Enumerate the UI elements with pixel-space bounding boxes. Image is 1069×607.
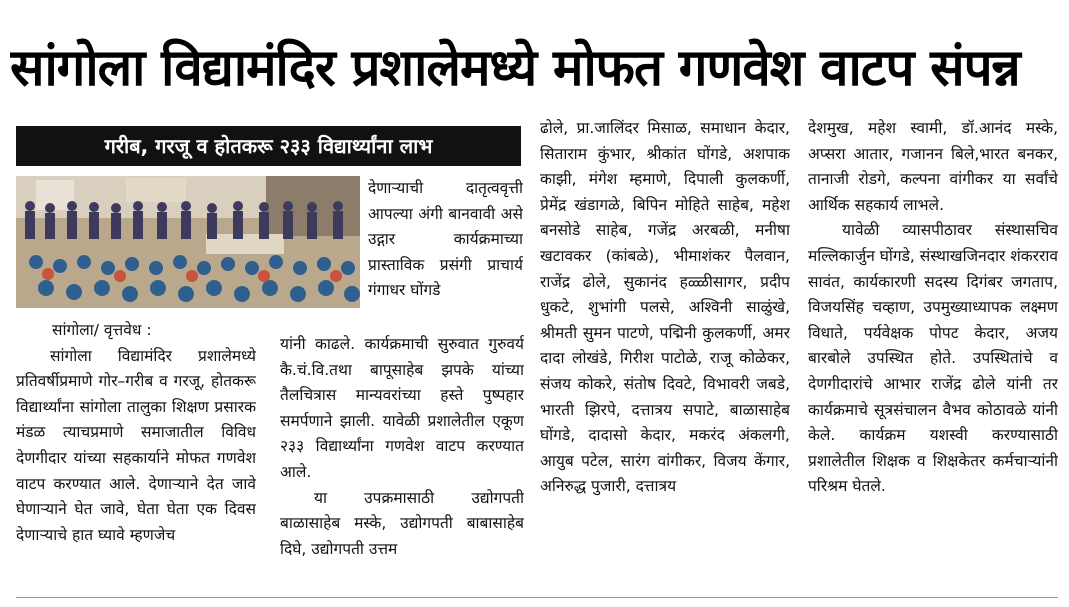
article-subheadline: गरीब, गरजू व होतकरू २३३ विद्यार्थ्यांना लाभ	[16, 126, 521, 166]
photo-illustration	[16, 176, 360, 308]
article-paragraph: सांगोला विद्यामंदिर प्रशालेमध्ये प्रतिवर्षीप्रमाणे गोर–गरीब व गरजू, होतकरू विद्यार्थ्यांना सांगोला तालुका शिक्षण प्रसारक मंडळ त्याचप्रमाणे समाजातील विविध देणगीदार यांच्या सहकार्याने मोफत गणवेश वाटप करण्यात आले. देणाऱ्याने देत जावे घेणाऱ्याने घेत जावे, घेता घेता एक दिवस देणाऱ्याचे हात घ्यावे म्हणजेच	[16, 346, 256, 544]
event-photo	[16, 176, 360, 308]
article-column-3	[540, 116, 790, 586]
article-dateline: सांगोला/ वृत्तवेध :	[52, 321, 152, 339]
article-column-2	[280, 332, 524, 586]
article-column-1	[16, 318, 256, 586]
article-paragraph: यावेळी व्यासपीठावर संस्थासचिव मल्लिकार्जुन घोंगडे, संस्थाखजिनदार शंकरराव सावंत, कार्यकारणी सदस्य दिगंबर जगताप, विजयसिंह चव्हाण, उपमुख्याध्यापक लक्ष्मण विधाते, पर्यवेक्षक पोपट केदार, अजय बारबोले उपस्थित होते. उपस्थितांचे व देणगीदारांचे आभार राजेंद्र ढोले यांनी तर कार्यक्रमाचे सूत्रसंचालन वैभव कोठावळे यांनी केले. कार्यक्रम यशस्वी करण्यासाठी प्रशालेतील शिक्षक व शिक्षकेतर कर्मचाऱ्यांनी परिश्रम घेतले.	[808, 221, 1058, 496]
article-column-2-top	[368, 176, 523, 330]
article-paragraph: यांनी काढले. कार्यक्रमाची सुरुवात गुरुवर्य कै.चं.वि.तथा बापूसाहेब झपके यांच्या तैलचित्रास मान्यवरांच्या हस्ते पुष्पहार समर्पणाने झाली. यावेळी प्रशालेतील एकूण २३३ विद्यार्थ्यांना गणवेश वाटप करण्यात आले.	[280, 335, 524, 481]
article-paragraph: या उपक्रमासाठी उद्योगपती बाळासाहेब मस्के, उद्योगपती बाबासाहेब दिघे, उद्योगपती उत्तम	[280, 488, 524, 558]
article-headline: सांगोला विद्यामंदिर प्रशालेमध्ये मोफत गणवेश वाटप संपन्न	[10, 39, 1020, 98]
bottom-divider	[16, 597, 1058, 598]
article-paragraph: देणाऱ्याची दातृत्ववृत्ती आपल्या अंगी बानवावी असे उद्गार कार्यक्रमाच्या प्रास्ताविक प्रसंगी प्राचार्य गंगाधर घोंगडे	[368, 179, 523, 300]
article-paragraph: देशमुख, महेश स्वामी, डॉ.आनंद मस्के, अप्सरा आतार, गजानन बिले,भारत बनकर, तानाजी रोडगे, कल्पना वांगीकर या सर्वांचे आर्थिक सहकार्य लाभले.	[808, 119, 1058, 214]
article-column-4	[808, 116, 1058, 586]
article-paragraph: ढोले, प्रा.जालिंदर मिसाळ, समाधान केदार, सिताराम कुंभार, श्रीकांत घोंगडे, अशपाक काझी, मंगेश म्हमाणे, दिपाली कुलकर्णी, प्रेमेंद्र खंडागळे, बिपिन मोहिते साहेब, महेश बनसोडे साहेब, गजेंद्र अरबळी, मनीषा खटावकर (कांबळे), भीमाशंकर पैलवान, राजेंद्र ढोले, सुकानंद हळ्ळीसागर, प्रदीप धुकटे, शुभांगी पलसे, अश्विनी साळुंखे, श्रीमती सुमन पाटणे, पद्मिनी कुलकर्णी, अमर दादा लोखंडे, गिरीश पाटोळे, राजू कोळेकर, संजय कोकरे, संतोष दिवटे, विभावरी जबडे, भारती झिरपे, दत्तात्रय सपाटे, बाळासाहेब घोंगडे, दादासो केदार, मकरंद अंकलगी, आयुब पटेल, सारंग वांगीकर, विजय केंगार, अनिरुद्ध पुजारी, दत्तात्रय	[540, 119, 790, 496]
